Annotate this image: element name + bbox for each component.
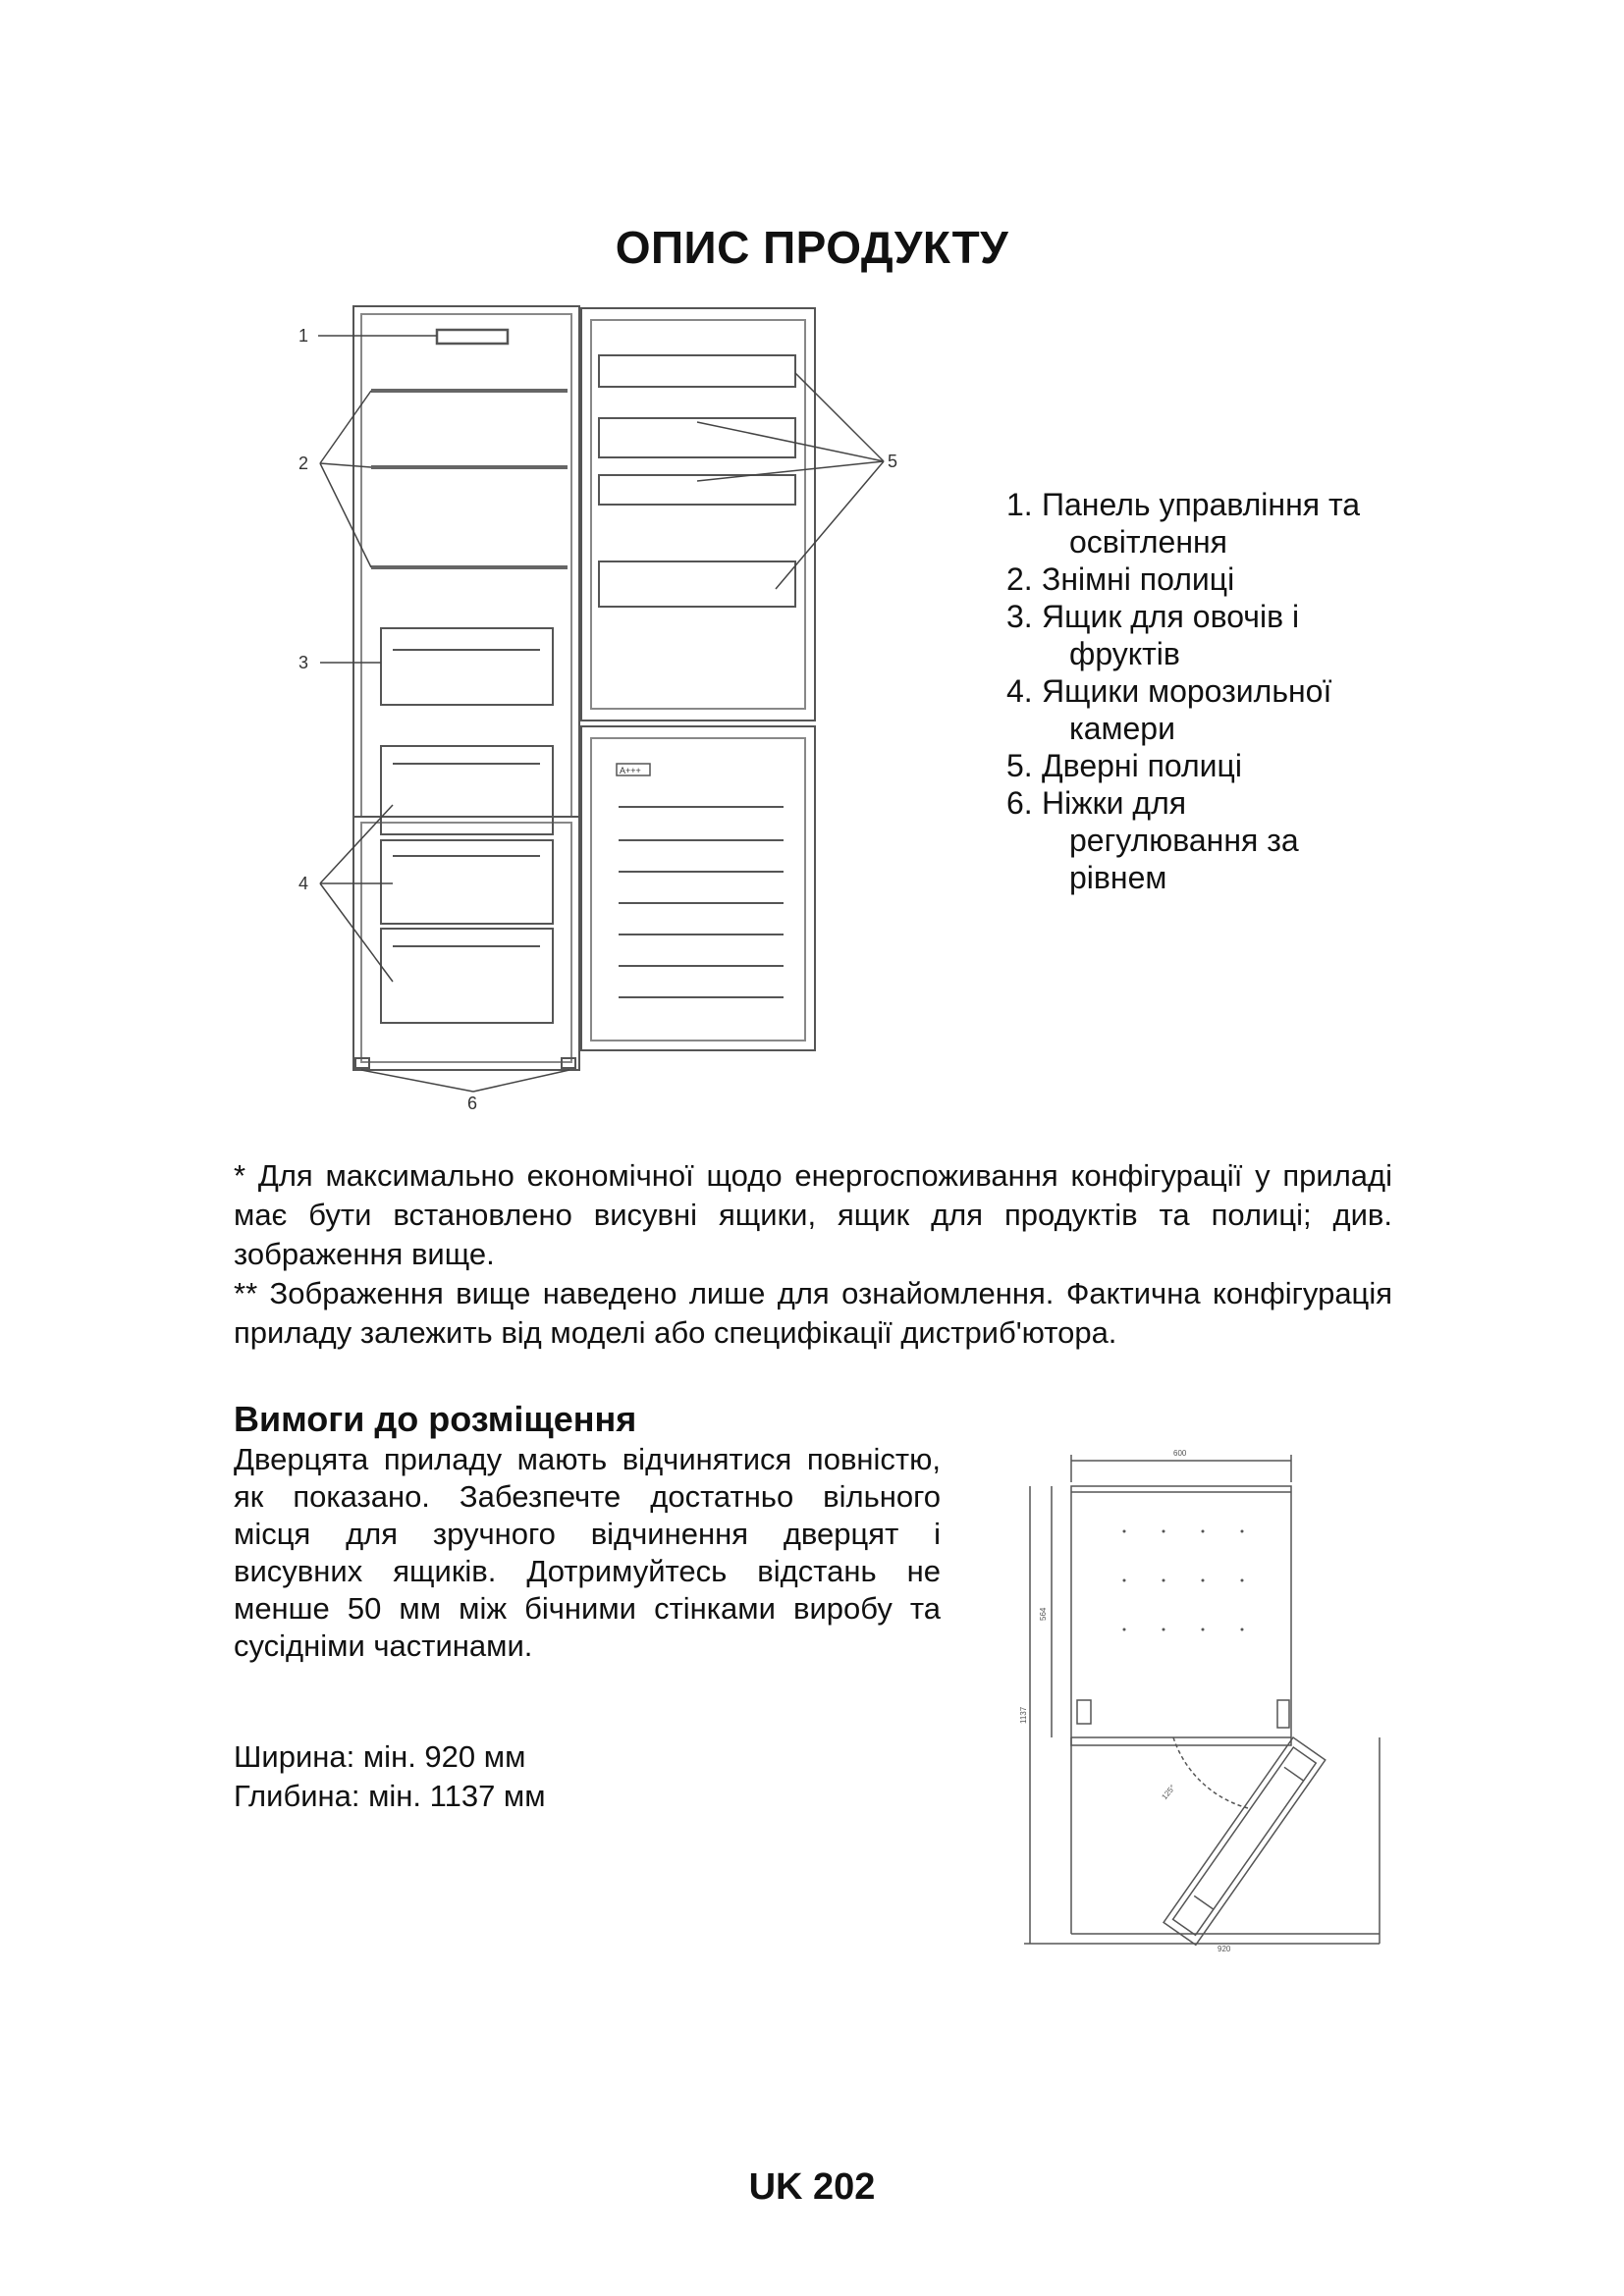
legend-label: Панель управління та	[1042, 487, 1361, 522]
dim-side-2: 1137	[1019, 1706, 1028, 1724]
legend-item	[1006, 747, 1429, 784]
legend-number: 6.	[1006, 785, 1033, 821]
legend-label: Дверні полиці	[1042, 748, 1242, 783]
legend-label-cont: камери	[1069, 711, 1175, 746]
placement-text: Дверцята приладу мають відчинятися повністю, як показано. Забезпечте достатньо вільного місця для зручного відчинення дверцят і висувних ящиків. Дотримуйтесь відстань не менше 50 мм між бічними стінками виробу та сусідніми частинами.	[234, 1442, 941, 1663]
dim-angle: 125°	[1160, 1783, 1177, 1802]
clearance-diagram	[1016, 1443, 1429, 1953]
legend-label-cont: фруктів	[1069, 636, 1180, 671]
legend-label: Ящики морозильної	[1042, 673, 1332, 709]
dim-top: 600	[1173, 1449, 1187, 1458]
dim-side-1: 564	[1039, 1607, 1048, 1621]
legend-number: 5.	[1006, 748, 1033, 783]
legend-label: Ящик для овочів і	[1042, 599, 1300, 634]
note-image: ** Зображення вище наведено лише для ознайомлення. Фактична конфігурація приладу залежить від моделі або специфікації дистриб'ютора.	[234, 1276, 1392, 1350]
notes	[234, 1156, 1392, 1353]
legend-label: Знімні полиці	[1042, 561, 1235, 597]
legend-number: 4.	[1006, 673, 1033, 709]
page-number: UK 202	[748, 2166, 876, 2208]
section-heading: Вимоги до розміщення	[234, 1399, 637, 1439]
callout-1: 1	[298, 326, 309, 346]
page-title: ОПИС ПРОДУКТУ	[615, 222, 1009, 273]
legend-item	[1006, 784, 1429, 822]
legend-item	[1006, 598, 1429, 635]
legend-number: 1.	[1006, 487, 1033, 522]
callout-4: 4	[298, 874, 309, 893]
legend-number: 3.	[1006, 599, 1033, 634]
fridge-diagram	[285, 294, 923, 1114]
legend-item	[1006, 486, 1429, 523]
legend-label: Ніжки для	[1042, 785, 1187, 821]
min-width: Ширина: мін. 920 мм	[234, 1739, 526, 1774]
dim-bottom: 920	[1218, 1945, 1231, 1953]
legend-label-cont: рівнем	[1069, 860, 1167, 895]
legend-number: 2.	[1006, 561, 1033, 597]
legend-list	[1006, 486, 1429, 896]
min-depth: Глибина: мін. 1137 мм	[234, 1779, 546, 1813]
callout-2: 2	[298, 454, 309, 473]
energy-label: A+++	[620, 766, 641, 775]
callout-5: 5	[888, 452, 898, 471]
callout-3: 3	[298, 653, 309, 672]
dimensions	[234, 1737, 546, 1816]
legend-item	[1006, 672, 1429, 710]
legend-label-cont: регулювання за	[1069, 823, 1299, 858]
note-energy: * Для максимально економічної щодо енергоспоживання конфігурації у приладі має бути встановлено висувні ящики, ящик для продуктів та полиці; див. зображення вище.	[234, 1158, 1392, 1271]
legend-label-cont: освітлення	[1069, 524, 1227, 560]
legend-item	[1006, 561, 1429, 598]
callout-6: 6	[467, 1094, 478, 1113]
